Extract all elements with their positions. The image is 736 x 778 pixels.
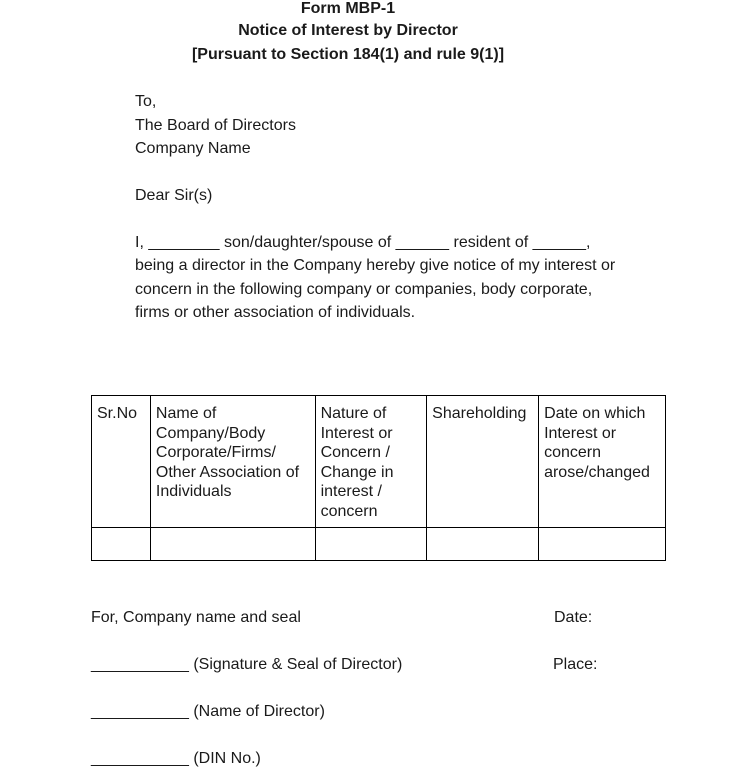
salutation: Dear Sir(s) <box>135 187 213 204</box>
header-line: arose/changed <box>544 463 650 481</box>
header-name-of-company <box>150 396 315 528</box>
header-line: Shareholding <box>432 405 527 422</box>
header-line: Company/Body <box>155 424 266 442</box>
header-line: concern <box>544 444 601 462</box>
table-header-row <box>92 396 666 528</box>
director-name-line: ___________ (Name of Director) <box>91 703 325 720</box>
header-line: Date on which <box>544 405 646 422</box>
form-number: Form MBP-1 <box>300 0 396 17</box>
body-line-3: concern in the following company or companies, body corporate, <box>135 281 593 298</box>
header-line: Other Association of <box>155 463 300 481</box>
form-title: Notice of Interest by Director <box>238 22 458 39</box>
table-cell <box>539 527 666 560</box>
table-row <box>92 527 666 560</box>
address-board: The Board of Directors <box>135 117 296 134</box>
date-label: Date: <box>554 609 593 626</box>
body-line-2: being a director in the Company hereby give notice of my interest or <box>135 257 616 274</box>
header-line: interest / <box>320 483 382 501</box>
interest-table <box>91 395 666 561</box>
address-company: Company Name <box>135 140 251 157</box>
din-line: ___________ (DIN No.) <box>91 750 261 767</box>
header-line: Sr.No <box>97 405 138 422</box>
table-cell <box>427 527 539 560</box>
header-nature-of-interest <box>315 396 427 528</box>
body-line-1: I, ________ son/daughter/spouse of ______ resident of ______, <box>135 234 591 251</box>
table-cell <box>150 527 315 560</box>
header-line: Individuals <box>155 483 232 501</box>
header-line: Interest or <box>320 424 393 442</box>
header-sr-no <box>92 396 151 528</box>
place-label: Place: <box>553 656 598 673</box>
company-seal-label: For, Company name and seal <box>91 609 301 626</box>
signature-line: ___________ (Signature & Seal of Director) <box>91 656 403 673</box>
header-line: Concern / <box>320 444 390 462</box>
header-date-of-interest <box>539 396 666 528</box>
header-line: Name of <box>155 405 217 422</box>
form-pursuant: [Pursuant to Section 184(1) and rule 9(1)] <box>191 46 505 63</box>
header-shareholding <box>427 396 539 528</box>
header-line: Interest or <box>544 424 617 442</box>
header-line: Nature of <box>320 405 387 422</box>
header-line: Change in <box>320 463 394 481</box>
table-cell <box>92 527 151 560</box>
header-line: concern <box>320 502 378 520</box>
body-line-4: firms or other association of individuals. <box>135 304 416 321</box>
table-cell <box>315 527 427 560</box>
address-to: To, <box>135 93 157 110</box>
header-line: Corporate/Firms/ <box>155 444 276 462</box>
